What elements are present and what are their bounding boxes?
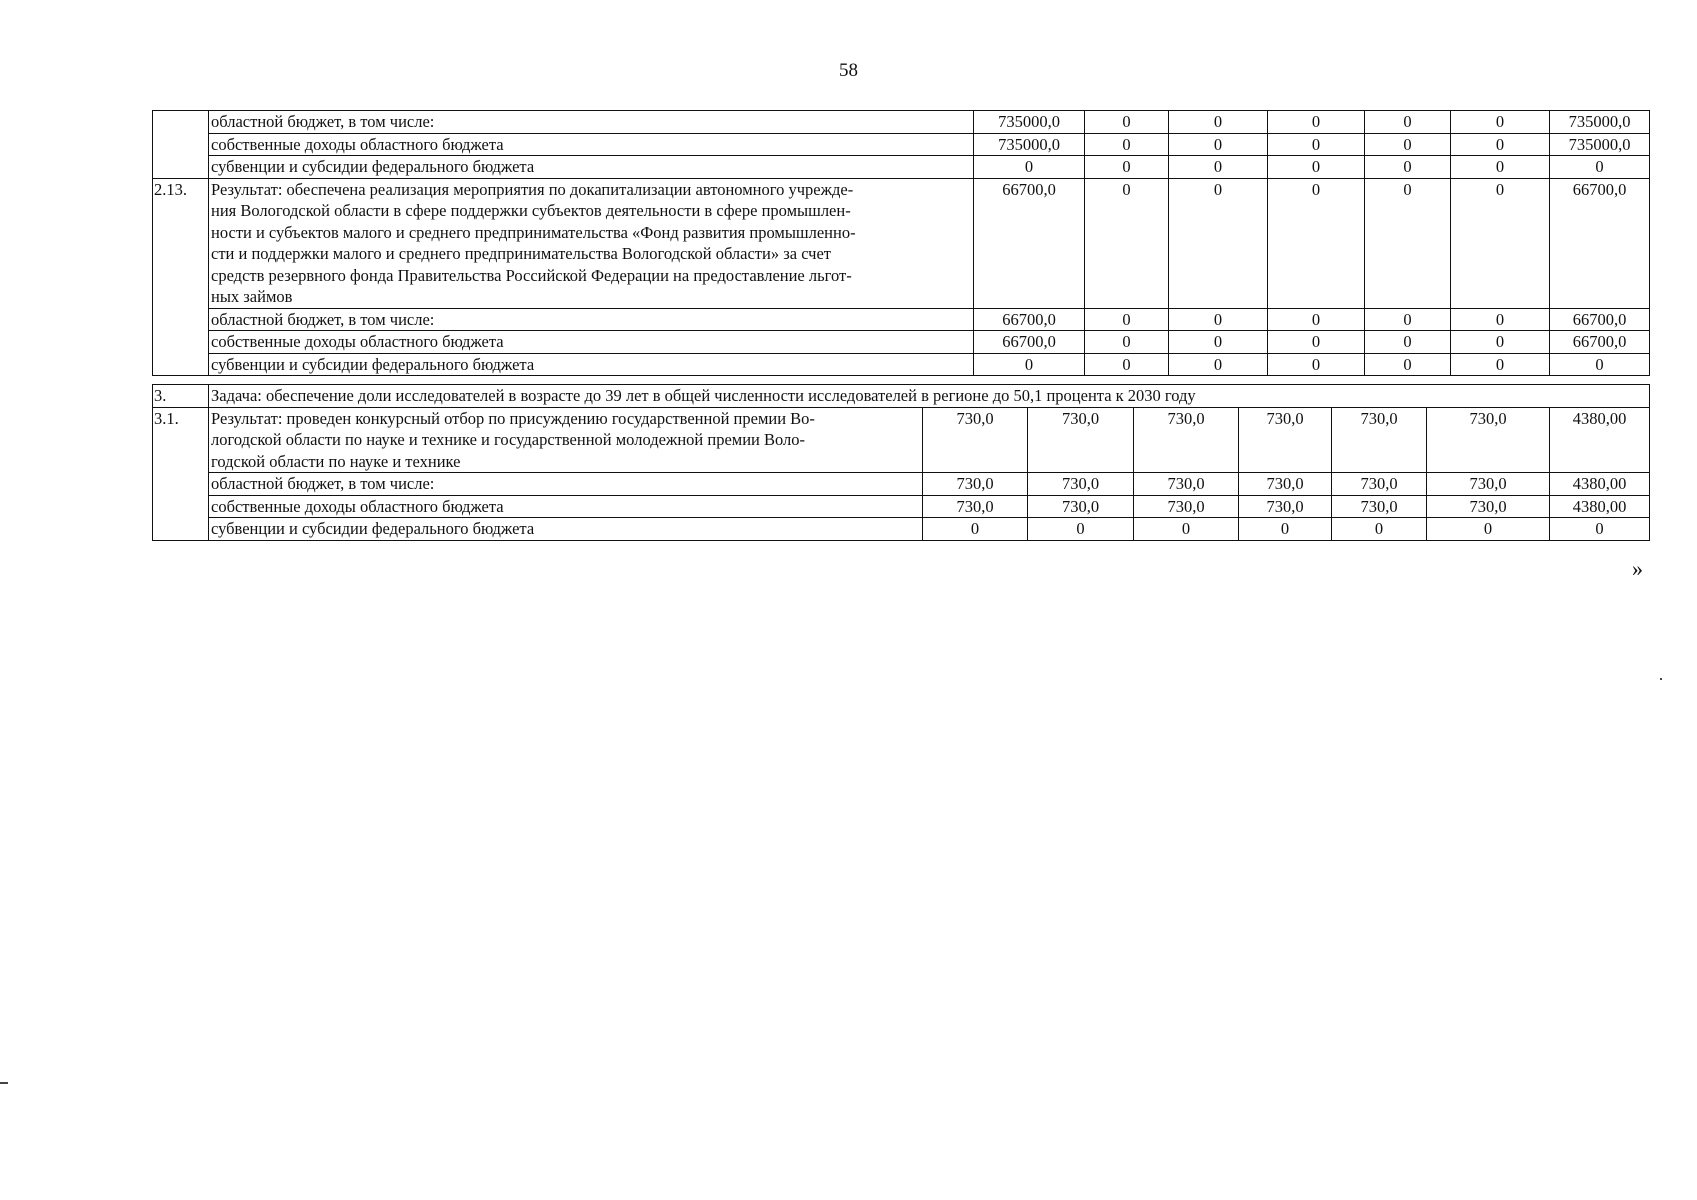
value-cell: 0 — [1085, 353, 1169, 376]
value-cell: 66700,0 — [974, 331, 1085, 354]
total-cell: 735000,0 — [1550, 111, 1650, 134]
value-cell: 0 — [1365, 331, 1451, 354]
row-description: собственные доходы областного бюджета — [209, 495, 923, 518]
value-cell: 0 — [1268, 308, 1365, 331]
row-code: 2.13. — [153, 178, 209, 376]
row-code — [153, 111, 209, 179]
value-cell: 0 — [1451, 178, 1550, 308]
budget-table-part-2 — [152, 384, 1650, 541]
value-cell: 0 — [1085, 331, 1169, 354]
table-row — [153, 407, 1650, 473]
value-cell: 0 — [923, 518, 1028, 541]
value-cell: 0 — [974, 353, 1085, 376]
value-cell: 730,0 — [1239, 407, 1332, 473]
value-cell: 0 — [1169, 156, 1268, 179]
table-row — [153, 111, 1650, 134]
value-cell: 0 — [1332, 518, 1427, 541]
value-cell: 730,0 — [1427, 495, 1550, 518]
scan-artifact — [0, 1082, 8, 1084]
description-line: средств резервного фонда Правительства Российской Федерации на предоставление льгот- — [211, 265, 852, 285]
value-cell: 0 — [1451, 308, 1550, 331]
row-description: областной бюджет, в том числе: — [209, 308, 974, 331]
table-row — [153, 133, 1650, 156]
value-cell: 730,0 — [1332, 407, 1427, 473]
value-cell: 0 — [1451, 133, 1550, 156]
row-code: 3.1. — [153, 407, 209, 540]
description-line: сти и поддержки малого и среднего предпринимательства Вологодской области» за счет — [211, 244, 832, 263]
value-cell: 730,0 — [923, 407, 1028, 473]
budget-table-part-1 — [152, 110, 1650, 376]
total-cell: 66700,0 — [1550, 178, 1650, 308]
value-cell: 0 — [1451, 156, 1550, 179]
total-cell: 735000,0 — [1550, 133, 1650, 156]
value-cell: 0 — [1451, 353, 1550, 376]
scan-artifact — [1660, 678, 1662, 680]
value-cell: 0 — [1169, 331, 1268, 354]
value-cell: 730,0 — [1239, 495, 1332, 518]
value-cell: 0 — [1365, 133, 1451, 156]
task-row — [153, 385, 1650, 408]
value-cell: 0 — [1365, 111, 1451, 134]
total-cell: 4380,00 — [1550, 407, 1650, 473]
value-cell: 730,0 — [1028, 473, 1134, 496]
value-cell: 0 — [1427, 518, 1550, 541]
table-row — [153, 473, 1650, 496]
value-cell: 730,0 — [1239, 473, 1332, 496]
total-cell: 0 — [1550, 156, 1650, 179]
value-cell: 0 — [1028, 518, 1134, 541]
value-cell: 0 — [1268, 133, 1365, 156]
value-cell: 0 — [1085, 111, 1169, 134]
value-cell: 66700,0 — [974, 308, 1085, 331]
value-cell: 0 — [1169, 111, 1268, 134]
value-cell: 0 — [1268, 178, 1365, 308]
row-description — [209, 178, 974, 308]
value-cell: 730,0 — [1028, 407, 1134, 473]
total-cell: 0 — [1550, 353, 1650, 376]
value-cell: 0 — [1169, 353, 1268, 376]
value-cell: 730,0 — [1427, 407, 1550, 473]
value-cell: 735000,0 — [974, 111, 1085, 134]
closing-quote-mark: » — [1632, 556, 1643, 581]
value-cell: 730,0 — [1427, 473, 1550, 496]
description-line: логодской области по науке и технике и государственной молодежной премии Воло- — [211, 430, 806, 449]
total-cell: 0 — [1550, 518, 1650, 541]
table-row — [153, 308, 1650, 331]
row-description: областной бюджет, в том числе: — [209, 111, 974, 134]
table-row — [153, 353, 1650, 376]
value-cell: 0 — [1365, 156, 1451, 179]
value-cell: 730,0 — [1332, 495, 1427, 518]
value-cell: 0 — [1169, 308, 1268, 331]
row-description — [209, 407, 923, 473]
table-row — [153, 331, 1650, 354]
value-cell: 0 — [1085, 133, 1169, 156]
row-description: собственные доходы областного бюджета — [209, 331, 974, 354]
row-description: собственные доходы областного бюджета — [209, 133, 974, 156]
table-row — [153, 518, 1650, 541]
total-cell: 4380,00 — [1550, 473, 1650, 496]
total-cell: 66700,0 — [1550, 308, 1650, 331]
table-row — [153, 156, 1650, 179]
description-line: Результат: обеспечена реализация мероприятия по докапитализации автономного учрежде- — [211, 179, 854, 199]
value-cell: 0 — [1268, 111, 1365, 134]
task-code: 3. — [153, 385, 209, 408]
description-line: годской области по науке и технике — [211, 451, 461, 471]
value-cell: 0 — [1268, 156, 1365, 179]
value-cell: 730,0 — [1134, 473, 1239, 496]
value-cell: 730,0 — [1028, 495, 1134, 518]
row-description: субвенции и субсидии федерального бюджета — [209, 156, 974, 179]
table-row — [153, 178, 1650, 308]
value-cell: 730,0 — [1134, 495, 1239, 518]
value-cell: 0 — [1085, 308, 1169, 331]
description-line: ния Вологодской области в сфере поддержки субъектов деятельности в сфере промышлен- — [211, 201, 851, 220]
value-cell: 0 — [1169, 178, 1268, 308]
description-line: ных займов — [211, 287, 293, 306]
value-cell: 0 — [1365, 178, 1451, 308]
value-cell: 730,0 — [1134, 407, 1239, 473]
value-cell: 0 — [1268, 353, 1365, 376]
value-cell: 0 — [1085, 156, 1169, 179]
task-description: Задача: обеспечение доли исследователей в возрасте до 39 лет в общей численности исследователей в регионе до 50,1 процента к 2030 году — [209, 385, 1650, 408]
total-cell: 4380,00 — [1550, 495, 1650, 518]
row-description: субвенции и субсидии федерального бюджета — [209, 353, 974, 376]
value-cell: 0 — [974, 156, 1085, 179]
description-line: ности и субъектов малого и среднего предпринимательства «Фонд развития промышленно- — [211, 222, 856, 242]
value-cell: 0 — [1169, 133, 1268, 156]
value-cell: 0 — [1268, 331, 1365, 354]
value-cell: 0 — [1451, 111, 1550, 134]
value-cell: 0 — [1365, 308, 1451, 331]
total-cell: 66700,0 — [1550, 331, 1650, 354]
table-row — [153, 495, 1650, 518]
page-number: 58 — [839, 60, 858, 81]
row-description: областной бюджет, в том числе: — [209, 473, 923, 496]
value-cell: 0 — [1239, 518, 1332, 541]
row-description: субвенции и субсидии федерального бюджета — [209, 518, 923, 541]
value-cell: 0 — [1134, 518, 1239, 541]
value-cell: 730,0 — [1332, 473, 1427, 496]
value-cell: 0 — [1085, 178, 1169, 308]
description-line: Результат: проведен конкурсный отбор по присуждению государственной премии Во- — [211, 408, 815, 428]
value-cell: 730,0 — [923, 495, 1028, 518]
value-cell: 735000,0 — [974, 133, 1085, 156]
value-cell: 66700,0 — [974, 178, 1085, 308]
value-cell: 0 — [1365, 353, 1451, 376]
value-cell: 0 — [1451, 331, 1550, 354]
value-cell: 730,0 — [923, 473, 1028, 496]
